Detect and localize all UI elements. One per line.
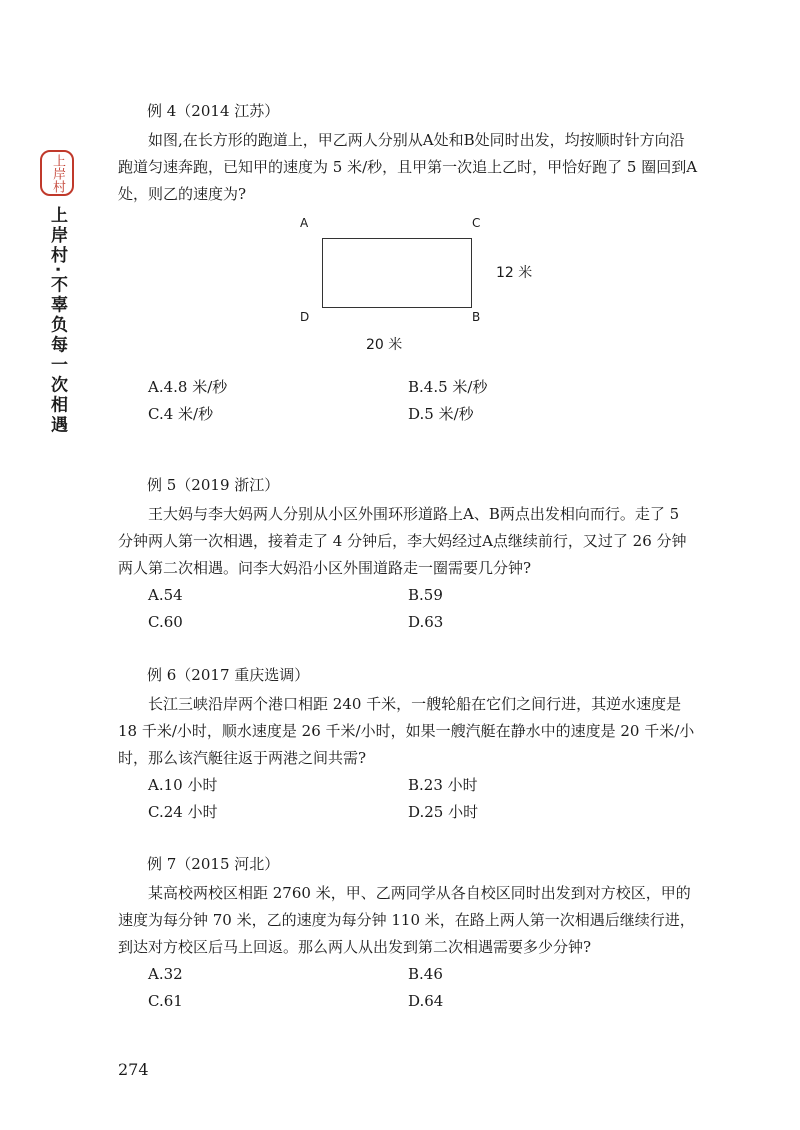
option-b[interactable]: B.23 小时 <box>408 776 478 794</box>
option-a[interactable]: A.10 小时 <box>148 776 218 794</box>
question-stem: 王大妈与李大妈两人分别从小区外围环形道路上A、B两点出发相向而行。走了 5 分钟两人第一次相遇，接着走了 4 分钟后，李大妈经过A点继续前行，又过了 26 分钟两人第二次相遇。问李大妈沿小区外围道路走一圈需要几分钟? <box>118 505 687 577</box>
option-a[interactable]: A.32 <box>148 965 183 983</box>
track-figure <box>296 212 576 362</box>
sidebar <box>40 150 74 435</box>
option-d[interactable]: D.63 <box>408 613 444 631</box>
logo-seal: 上岸村 <box>40 150 74 196</box>
option-c[interactable]: C.60 <box>148 613 183 631</box>
option-a[interactable]: A.54 <box>148 586 183 604</box>
option-a[interactable]: A.4.8 米/秒 <box>148 378 228 396</box>
option-d[interactable]: D.25 小时 <box>408 803 479 821</box>
question-6 <box>118 664 698 826</box>
option-d[interactable]: D.64 <box>408 992 444 1010</box>
options <box>148 772 698 826</box>
option-d[interactable]: D.5 米/秒 <box>408 405 474 423</box>
option-c[interactable]: C.61 <box>148 992 183 1010</box>
question-stem: 长江三峡沿岸两个港口相距 240 千米，一艘轮船在它们之间行进，其逆水速度是 18 千米/小时，顺水速度是 26 千米/小时，如果一艘汽艇在静水中的速度是 20 千米/小时，那么该汽艇往返于两港之间共需? <box>118 695 695 767</box>
corner-label-d: D <box>300 310 310 324</box>
question-header: 例 7（2015 河北） <box>147 855 280 873</box>
option-c[interactable]: C.4 米/秒 <box>148 405 214 423</box>
corner-label-c: C <box>472 216 481 230</box>
bottom-length-label: 20 米 <box>366 337 403 353</box>
question-header: 例 4（2014 江苏） <box>147 102 280 120</box>
rectangle-track <box>322 238 472 308</box>
question-stem: 如图,在长方形的跑道上，甲乙两人分别从A处和B处同时出发，均按顺时针方向沿跑道匀速奔跑，已知甲的速度为 5 米/秒，且甲第一次追上乙时，甲恰好跑了 5 圈回到A处，则乙的速度为? <box>118 131 698 203</box>
question-7 <box>118 853 698 1015</box>
question-header: 例 6（2017 重庆选调） <box>147 666 310 684</box>
side-length-label: 12 米 <box>496 265 533 281</box>
option-c[interactable]: C.24 小时 <box>148 803 218 821</box>
options <box>148 961 698 1015</box>
page-number: 274 <box>118 1060 149 1079</box>
options <box>148 582 698 636</box>
option-b[interactable]: B.59 <box>408 586 443 604</box>
corner-label-a: A <box>300 216 309 230</box>
question-stem: 某高校两校区相距 2760 米，甲、乙两同学从各自校区同时出发到对方校区，甲的速度为每分钟 70 米，乙的速度为每分钟 110 米，在路上两人第一次相遇后继续行进，到达对方校区后马上回返。那么两人从出发到第二次相遇需要多少分钟? <box>118 884 695 956</box>
option-b[interactable]: B.46 <box>408 965 443 983</box>
corner-label-b: B <box>472 310 481 324</box>
question-4 <box>118 100 698 428</box>
option-b[interactable]: B.4.5 米/秒 <box>408 378 488 396</box>
question-header: 例 5（2019 浙江） <box>147 476 280 494</box>
sidebar-motto: 上岸村·不辜负每一次相遇 <box>47 206 67 436</box>
question-5 <box>118 474 698 636</box>
options <box>148 374 698 428</box>
